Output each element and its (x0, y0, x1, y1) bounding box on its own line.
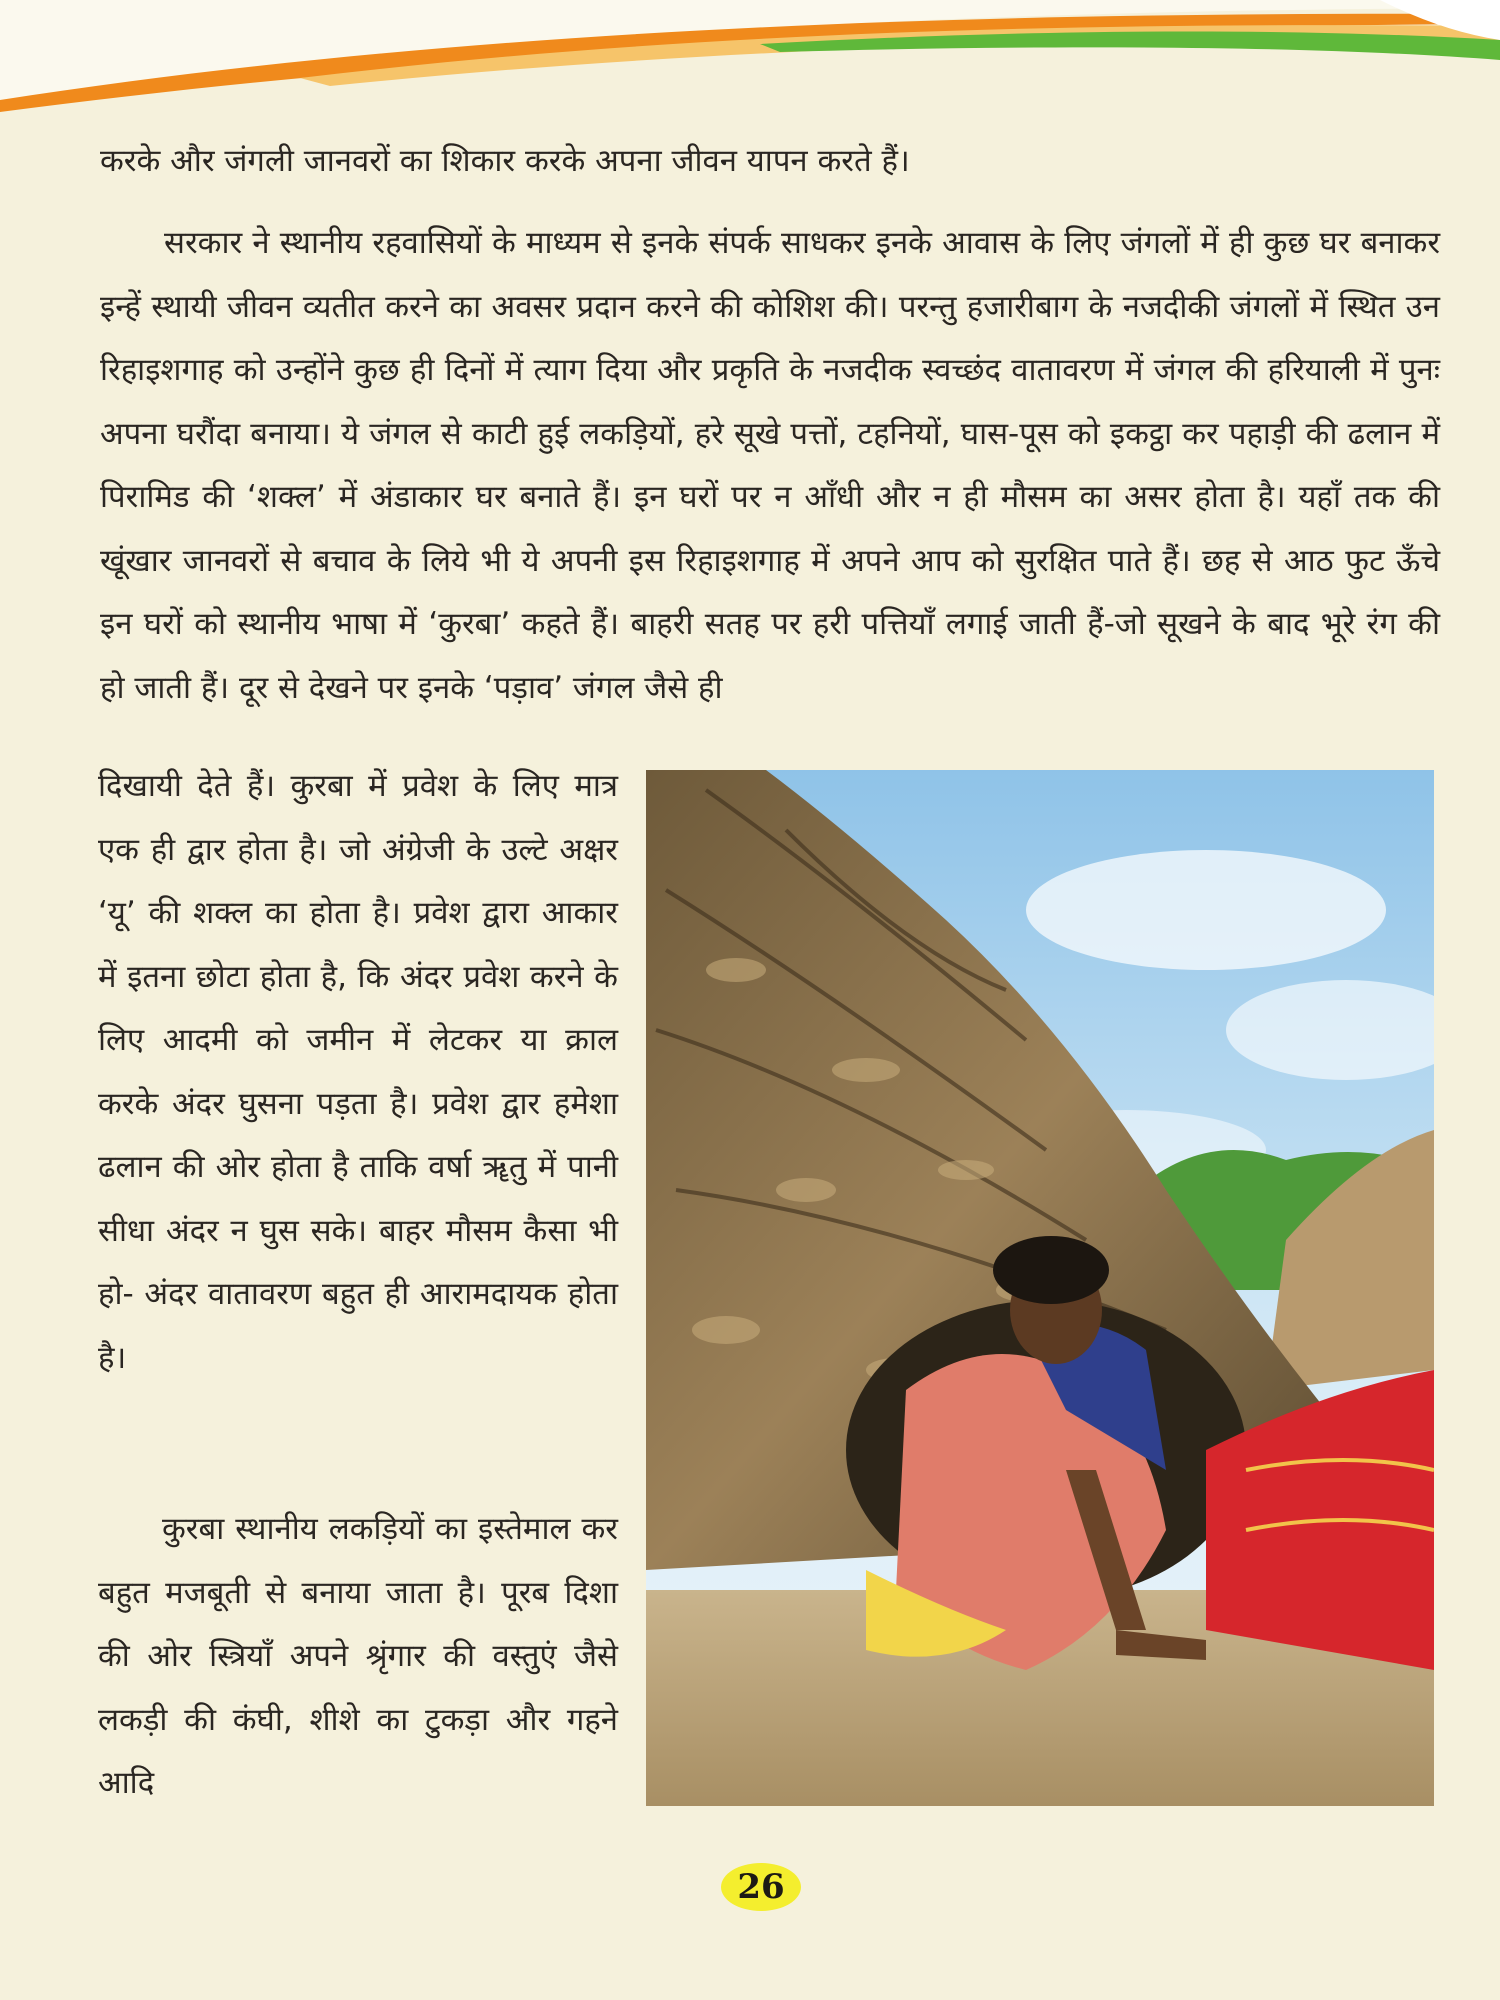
paragraph-kurba-construction: कुरबा स्थानीय लकड़ियों का इस्तेमाल कर बहुत मजबूती से बनाया जाता है। पूरब दिशा की ओर स्त्रियाँ अपने श्रृंगार की वस्तुएं जैसे लकड़ी की कंघी, शीशे का टुकड़ा और गहने आदि (98, 1511, 618, 1801)
kurba-hut-photo (646, 770, 1434, 1806)
page-number: 26 (737, 1867, 785, 1907)
paragraph-continued: करके और जंगली जानवरों का शिकार करके अपना जीवन यापन करते हैं। (100, 143, 910, 179)
page-number-badge (721, 1863, 801, 1913)
paragraph-kurba-intro: सरकार ने स्थानीय रहवासियों के माध्यम से इनके संपर्क साधकर इनके आवास के लिए जंगलों में ही कुछ घर बनाकर इन्हें स्थायी जीवन व्यतीत करने का अवसर प्रदान करने की कोशिश की। परन्तु हजारीबाग के नजदीकी जंगलों में स्थित उन रिहाइशगाह को उन्होंने कुछ ही दिनों में त्याग दिया और प्रकृति के नजदीक स्वच्छंद वातावरण में जंगल की हरियाली में पुनः अपना घरौंदा बनाया। ये जंगल से काटी हुई लकड़ियों, हरे सूखे पत्तों, टहनियों, घास-पूस को इकट्ठा कर पहाड़ी की ढलान में पिरामिड की ‘शक्ल’ में अंडाकार घर बनाते हैं। इन घरों पर न आँधी और न ही मौसम का असर होता है। यहाँ तक की खूंखार जानवरों से बचाव के लिये भी ये अपनी इस रिहाइशगाह में अपने आप को सुरक्षित पाते हैं। छह से आठ फुट ऊँचे इन घरों को स्थानीय भाषा में ‘कुरबा’ कहते हैं। बाहरी सतह पर हरी पत्तियाँ लगाई जाती हैं-जो सूखने के बाद भूरे रंग की हो जाती हैं। दूर से देखने पर इनके ‘पड़ाव’ जंगल जैसे ही (100, 225, 1440, 706)
paragraph-kurba-entrance: दिखायी देते हैं। कुरबा में प्रवेश के लिए मात्र एक ही द्वार होता है। जो अंग्रेजी के उल्टे अक्षर ‘यू’ की शक्ल का होता है। प्रवेश द्वारा आकार में इतना छोटा होता है, कि अंदर प्रवेश करने के लिए आदमी को जमीन में लेटकर या क्राल करके अंदर घुसना पड़ता है। प्रवेश द्वार हमेशा ढलान की ओर होता है ताकि वर्षा ॠतु में पानी सीधा अंदर न घुस सके। बाहर मौसम कैसा भी हो- अंदर वातावरण बहुत ही आरामदायक होता है। (98, 768, 618, 1376)
header-swoosh-decoration (0, 0, 1500, 120)
